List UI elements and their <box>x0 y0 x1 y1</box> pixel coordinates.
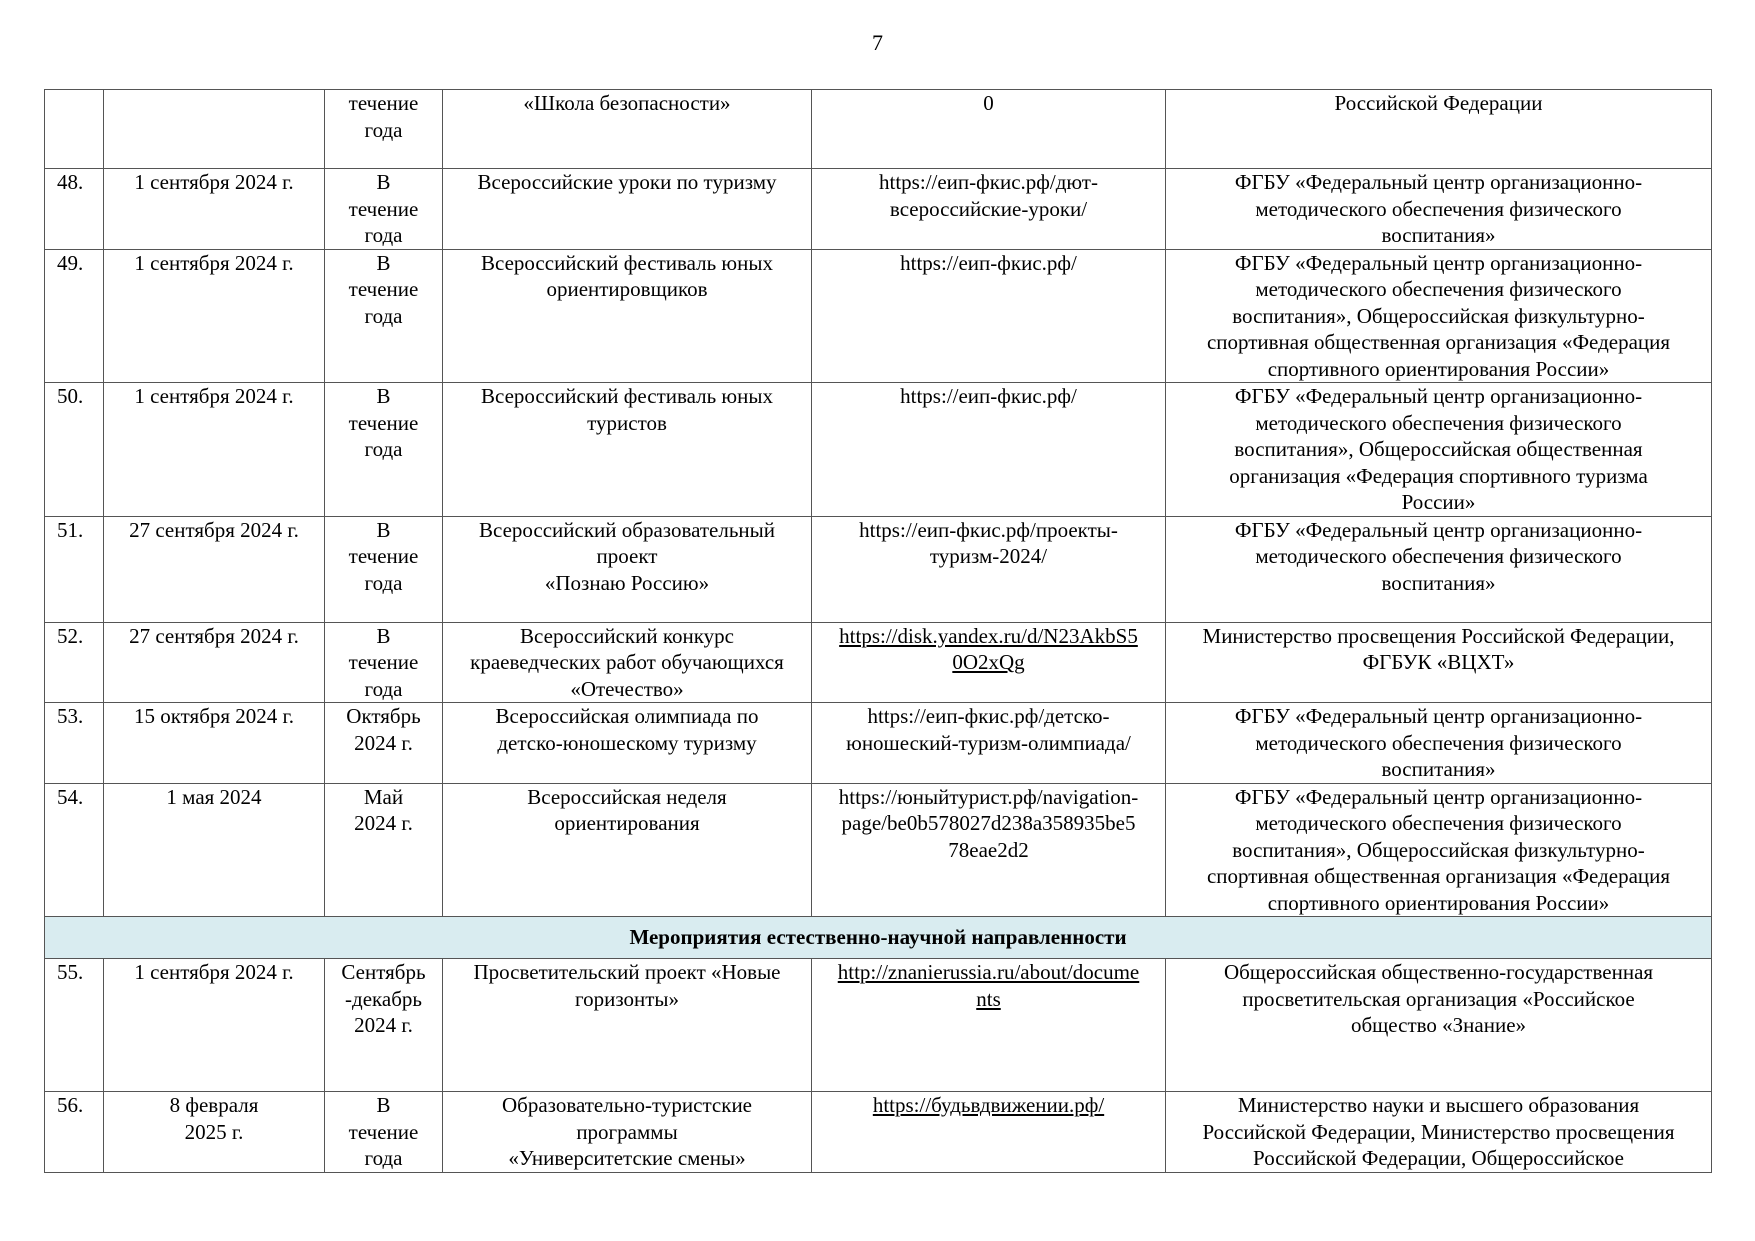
row-event <box>443 703 812 784</box>
row-link-line[interactable]: http://znanierussia.ru/about/docume <box>837 960 1140 984</box>
row-period-line: В <box>376 250 391 275</box>
row-link-line: https://еип-фкис.рф/ <box>900 250 1077 275</box>
row-link-line[interactable]: https://будьвдвижении.рф/ <box>872 1093 1105 1117</box>
row-period <box>325 90 443 169</box>
row-period-line: В <box>376 384 391 408</box>
table-row <box>45 169 1712 250</box>
row-date <box>104 622 325 703</box>
row-organizer-line: воспитания», Общероссийская физкультурно- <box>1232 837 1645 862</box>
row-organizer-line: Министерство просвещения Российской Федерации, <box>1202 623 1675 648</box>
row-period <box>325 703 443 784</box>
row-organizer <box>1166 703 1712 784</box>
row-event-line: Образовательно-туристские <box>501 1093 753 1117</box>
row-link <box>812 383 1166 517</box>
row-organizer-line: России» <box>1401 490 1476 514</box>
row-organizer <box>1166 90 1712 169</box>
row-period-line: В <box>376 517 391 542</box>
row-organizer-line: методического обеспечения физического <box>1255 410 1622 435</box>
row-period <box>325 169 443 250</box>
row-organizer-line: Российской Федерации, Министерство просвещения <box>1202 1119 1675 1144</box>
row-link <box>812 169 1166 250</box>
row-organizer-line: общество «Знание» <box>1350 1013 1527 1037</box>
row-organizer-line: воспитания» <box>1381 223 1496 247</box>
row-period-line: Сентябрь <box>341 960 426 984</box>
row-link-line: туризм-2024/ <box>929 544 1048 568</box>
row-period-line: Октябрь <box>346 704 421 728</box>
table-row <box>45 90 1712 169</box>
row-date-line: 1 сентября 2024 г. <box>134 170 294 194</box>
row-period-line: года <box>364 303 403 328</box>
row-period-line: течение <box>348 1119 419 1144</box>
row-number: 53. <box>45 703 104 784</box>
row-link[interactable] <box>812 622 1166 703</box>
row-period <box>325 383 443 517</box>
row-link-line: 0 <box>983 91 994 115</box>
table-row <box>45 703 1712 784</box>
page-number: 7 <box>872 30 883 55</box>
row-date-line: 8 февраля <box>169 1093 259 1117</box>
row-period <box>325 783 443 917</box>
row-link-line: https://еип-фкис.рф/проекты- <box>859 517 1118 542</box>
row-organizer-line: методического обеспечения физического <box>1255 277 1622 301</box>
row-date-line: 27 сентября 2024 г. <box>129 623 299 648</box>
row-event-line: программы <box>576 1119 678 1144</box>
row-date <box>104 249 325 383</box>
row-organizer-line: воспитания», Общероссийская общественная <box>1234 437 1643 461</box>
row-organizer-line: методического обеспечения физического <box>1255 730 1622 755</box>
row-link-line: page/be0b578027d238a358935be5 <box>841 811 1136 835</box>
row-organizer-line: просветительская организация «Российское <box>1242 986 1635 1011</box>
row-period <box>325 516 443 622</box>
row-event <box>443 959 812 1092</box>
row-organizer-line: ФГБУ «Федеральный центр организационно- <box>1234 250 1643 275</box>
section-title: Мероприятия естественно-научной направленности <box>45 917 1712 959</box>
row-organizer-line: Российской Федерации <box>1334 91 1543 115</box>
row-date-line: 1 сентября 2024 г. <box>134 384 294 408</box>
row-organizer-line: методического обеспечения физического <box>1255 544 1622 568</box>
row-organizer-line: ФГБУ «Федеральный центр организационно- <box>1234 384 1643 408</box>
row-number: 52. <box>45 622 104 703</box>
row-event-line: ориентировщиков <box>546 277 708 301</box>
table-row <box>45 1092 1712 1173</box>
row-organizer-line: воспитания» <box>1381 757 1496 781</box>
row-link-line: https://юныйтурист.рф/navigation- <box>838 784 1139 809</box>
row-organizer <box>1166 1092 1712 1173</box>
row-period-line: В <box>376 623 391 648</box>
row-date <box>104 90 325 169</box>
row-organizer-line: Общероссийская общественно-государственная <box>1223 960 1654 984</box>
table-row <box>45 383 1712 517</box>
row-date-line: 27 сентября 2024 г. <box>129 517 299 542</box>
row-organizer-line: ФГБУ «Федеральный центр организационно- <box>1234 784 1643 809</box>
row-organizer <box>1166 383 1712 517</box>
row-number: 56. <box>45 1092 104 1173</box>
row-link <box>812 516 1166 622</box>
row-event <box>443 383 812 517</box>
row-number: 50. <box>45 383 104 517</box>
row-event-line: «Университетские смены» <box>508 1146 746 1170</box>
row-date <box>104 169 325 250</box>
row-period-line: течение <box>348 277 419 301</box>
row-link-line: юношеский-туризм-олимпиада/ <box>846 730 1131 755</box>
row-period-line: года <box>364 570 403 595</box>
section-row <box>45 917 1712 959</box>
row-link-line: всероссийские-уроки/ <box>889 196 1088 221</box>
row-organizer <box>1166 516 1712 622</box>
row-link[interactable] <box>812 959 1166 1092</box>
row-date-line: 1 сентября 2024 г. <box>134 250 294 275</box>
table-row <box>45 249 1712 383</box>
row-date <box>104 703 325 784</box>
row-event <box>443 169 812 250</box>
row-period-line: В <box>376 1093 391 1117</box>
row-event-line: Всероссийские уроки по туризму <box>477 170 777 194</box>
row-date <box>104 1092 325 1173</box>
row-event-line: краеведческих работ обучающихся <box>470 650 784 674</box>
row-date-line: 1 сентября 2024 г. <box>134 960 294 984</box>
row-organizer-line: ФГБУК «ВЦХТ» <box>1362 650 1515 674</box>
row-organizer-line: методического обеспечения физического <box>1255 196 1622 221</box>
row-organizer-line: Российской Федерации, Общероссийское <box>1253 1146 1624 1170</box>
row-number: 54. <box>45 783 104 917</box>
row-date <box>104 383 325 517</box>
row-date-line: 2025 г. <box>184 1119 244 1144</box>
row-event <box>443 622 812 703</box>
row-link <box>812 249 1166 383</box>
row-period-line: течение <box>348 544 419 568</box>
row-number: 49. <box>45 249 104 383</box>
row-link <box>812 703 1166 784</box>
row-organizer-line: спортивного ориентирования России» <box>1267 356 1610 381</box>
row-number <box>45 90 104 169</box>
row-date-line: 15 октября 2024 г. <box>133 704 295 728</box>
row-period <box>325 959 443 1092</box>
row-event-line: Всероссийский образовательный <box>478 517 776 542</box>
table-row <box>45 959 1712 1092</box>
table-row <box>45 622 1712 703</box>
row-event <box>443 249 812 383</box>
row-period-line: 2024 г. <box>354 1013 413 1037</box>
row-event-line: горизонты» <box>574 986 680 1011</box>
row-number: 51. <box>45 516 104 622</box>
row-number: 48. <box>45 169 104 250</box>
row-event <box>443 90 812 169</box>
row-period-line: года <box>364 117 403 142</box>
row-organizer <box>1166 249 1712 383</box>
row-date <box>104 516 325 622</box>
row-period-line: течение <box>348 196 419 221</box>
row-organizer <box>1166 783 1712 917</box>
row-event-line: «Отечество» <box>570 676 684 701</box>
row-period-line: года <box>364 676 403 701</box>
row-organizer-line: спортивная общественная организация «Федерация <box>1206 864 1671 888</box>
row-event-line: Всероссийский фестиваль юных <box>481 384 773 408</box>
row-period <box>325 1092 443 1173</box>
row-link-line: 78eae2d2 <box>948 837 1029 862</box>
row-organizer-line: ФГБУ «Федеральный центр организационно- <box>1234 704 1643 728</box>
row-link[interactable] <box>812 1092 1166 1173</box>
row-link <box>812 90 1166 169</box>
events-table <box>44 89 1712 1173</box>
row-event-line: Всероссийская неделя <box>527 784 727 809</box>
row-link <box>812 783 1166 917</box>
row-event-line: Всероссийский конкурс <box>520 623 734 648</box>
row-event <box>443 783 812 917</box>
row-event-line: проект <box>596 544 658 568</box>
row-organizer <box>1166 169 1712 250</box>
row-organizer-line: Министерство науки и высшего образования <box>1237 1093 1640 1117</box>
row-link-line: https://еип-фкис.рф/детско- <box>867 704 1110 728</box>
row-event-line: Всероссийский фестиваль юных <box>481 250 773 275</box>
row-organizer-line: ФГБУ «Федеральный центр организационно- <box>1234 170 1643 194</box>
row-event <box>443 1092 812 1173</box>
row-period-line: течение <box>348 410 419 435</box>
row-event-line: «Школа безопасности» <box>523 91 731 115</box>
row-period-line: года <box>364 1146 403 1170</box>
row-link-line[interactable]: https://disk.yandex.ru/d/N23AkbS5 <box>839 623 1138 648</box>
row-period <box>325 249 443 383</box>
row-date <box>104 959 325 1092</box>
row-event-line: туристов <box>587 410 667 435</box>
row-organizer-line: ФГБУ «Федеральный центр организационно- <box>1234 517 1643 542</box>
row-number: 55. <box>45 959 104 1092</box>
table-row <box>45 516 1712 622</box>
row-organizer-line: спортивная общественная организация «Федерация <box>1206 330 1671 354</box>
row-organizer <box>1166 959 1712 1092</box>
row-date <box>104 783 325 917</box>
row-period-line: -декабрь <box>345 986 422 1011</box>
row-event <box>443 516 812 622</box>
row-event-line: Просветительский проект «Новые <box>473 960 781 984</box>
row-organizer-line: спортивного ориентирования России» <box>1267 890 1610 915</box>
row-period-line: Май <box>363 784 404 809</box>
row-event-line: детско-юношескому туризму <box>497 730 757 755</box>
row-date-line: 1 мая 2024 <box>166 784 262 809</box>
row-period-line: года <box>364 437 403 461</box>
row-organizer-line: воспитания», Общероссийская физкультурно- <box>1232 303 1645 328</box>
row-event-line: Всероссийская олимпиада по <box>495 704 759 728</box>
row-organizer <box>1166 622 1712 703</box>
row-period-line: 2024 г. <box>354 811 413 835</box>
row-period <box>325 622 443 703</box>
row-event-line: ориентирования <box>554 811 700 835</box>
row-link-line: https://еип-фкис.рф/дют- <box>879 170 1098 194</box>
row-period-line: года <box>364 223 403 247</box>
row-period-line: течение <box>348 91 419 115</box>
row-event-line: «Познаю Россию» <box>544 570 710 595</box>
row-organizer-line: воспитания» <box>1381 570 1496 595</box>
row-period-line: течение <box>348 650 419 674</box>
row-link-line: https://еип-фкис.рф/ <box>900 384 1077 408</box>
row-period-line: В <box>376 170 391 194</box>
table-row <box>45 783 1712 917</box>
row-link-line[interactable]: 0O2xQg <box>952 650 1025 674</box>
table-body <box>45 90 1712 1173</box>
row-organizer-line: организация «Федерация спортивного туризма <box>1229 463 1648 488</box>
row-link-line[interactable]: nts <box>976 986 1001 1011</box>
row-organizer-line: методического обеспечения физического <box>1255 811 1622 835</box>
row-period-line: 2024 г. <box>354 730 413 755</box>
